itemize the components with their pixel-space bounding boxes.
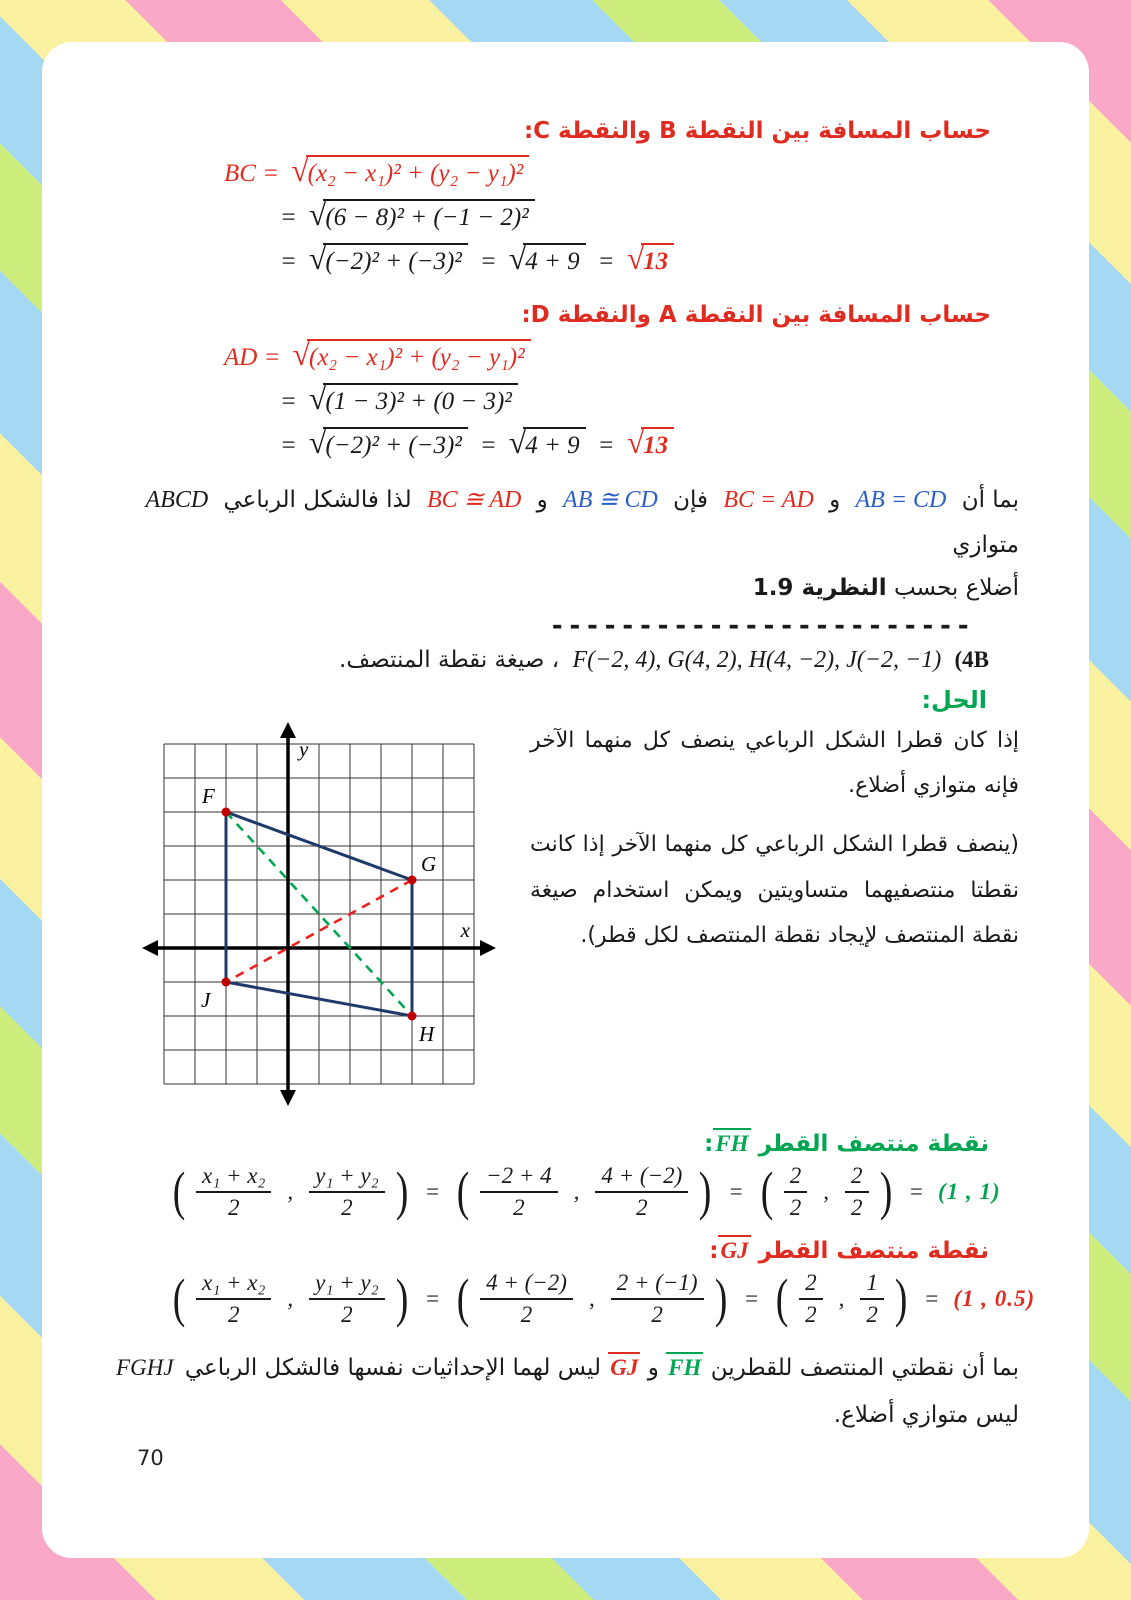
radicand: (1 − 3)² + (0 − 3)² xyxy=(323,383,517,416)
heading-midpoint-gj xyxy=(112,1235,989,1264)
equals-sign: = xyxy=(597,432,615,459)
radical-sign: √ xyxy=(308,240,327,276)
eq-bc-line2 xyxy=(280,198,674,232)
problem-statement xyxy=(112,647,989,674)
comma: , xyxy=(838,1286,845,1312)
final-text: و xyxy=(647,1355,659,1382)
problem-tail: ، صيغة نقطة المنتصف. xyxy=(339,647,560,674)
radicand: (x₂ − x₁)² + (y₂ − y₁)² xyxy=(307,339,531,372)
fraction: $\frac{2}{2}$ xyxy=(845,1163,869,1221)
y-axis-arrow-top xyxy=(280,722,296,738)
eq-bc-lhs: BC = xyxy=(224,160,280,187)
x-axis-label: x xyxy=(460,918,470,943)
figure-explanation xyxy=(526,718,1019,971)
conclusion-text: لذا فالشكل الرباعي xyxy=(223,487,412,513)
fraction: $\frac{\text{y₁ + y₂}}{2}$ xyxy=(309,1270,384,1328)
vertex-point-h xyxy=(408,1012,417,1021)
explanation-paragraph-1: إذا كان قطرا الشكل الرباعي ينصف كل منهما الآخر فإنه متوازي أضلاع. xyxy=(530,728,1019,799)
page-number: 70 xyxy=(137,1446,164,1470)
conclusion-text: و xyxy=(829,487,841,513)
vertex-point-j xyxy=(222,978,231,987)
solution-label: الحل: xyxy=(921,686,987,715)
conclusion-text: فإن xyxy=(673,487,709,513)
right-paren: ) xyxy=(894,1268,908,1329)
y-axis-label: y xyxy=(299,737,309,762)
left-paren: ( xyxy=(172,1268,186,1329)
math-bc-cong-ad: BC ≅ AD xyxy=(426,487,522,513)
right-paren: ) xyxy=(698,1161,712,1222)
fraction: $\frac{4 + (-2)}{2}$ xyxy=(595,1163,688,1221)
equals-sign: = xyxy=(479,248,497,275)
vertex-label-f: F xyxy=(202,784,215,809)
radical-sign: √ xyxy=(508,424,527,460)
left-paren: ( xyxy=(760,1161,774,1222)
radicand: (−2)² + (−3)² xyxy=(323,243,467,276)
radicand: 13 xyxy=(641,243,674,276)
right-paren: ) xyxy=(714,1268,727,1329)
left-paren: ( xyxy=(456,1161,470,1222)
y-axis-arrow-bottom xyxy=(280,1090,296,1106)
comma: , xyxy=(823,1179,830,1205)
equals-sign: = xyxy=(280,248,297,275)
segment-fh-overline: FH xyxy=(713,1128,750,1156)
math-fghj: FGHJ xyxy=(116,1355,174,1381)
radicand: 13 xyxy=(641,427,674,460)
eq-ad-lhs: AD = xyxy=(224,344,281,371)
equals-sign: = xyxy=(280,388,297,415)
equation-block-bc xyxy=(224,154,674,276)
equals-sign: = xyxy=(280,432,297,459)
comma: , xyxy=(573,1179,580,1205)
conclusion-text: متوازي xyxy=(952,531,1019,558)
final-text: ليس لهما الإحداثيات نفسها فالشكل الرباعي xyxy=(184,1355,601,1382)
comma: , xyxy=(588,1286,595,1312)
vertex-label-h: H xyxy=(419,1022,435,1047)
sqrt-result xyxy=(627,242,675,276)
left-paren: ( xyxy=(775,1268,789,1329)
math-ab-eq-cd: AB = CD xyxy=(855,487,947,513)
fraction: $\frac{4 + (-2)}{2}$ xyxy=(480,1270,573,1328)
radical-sign: √ xyxy=(292,336,311,372)
radicand: (6 − 8)² + (−1 − 2)² xyxy=(323,199,534,232)
math-bc-eq-ad: BC = AD xyxy=(723,487,814,513)
radicand: (−2)² + (−3)² xyxy=(323,427,467,460)
final-conclusion xyxy=(112,1344,1019,1439)
fraction: $\frac{\text{x₁ + x₂}}{2}$ xyxy=(196,1270,271,1328)
eq-ad-line2 xyxy=(280,382,674,416)
coordinate-grid-figure xyxy=(138,718,500,1114)
figure-section xyxy=(112,718,1019,1114)
fraction: $\frac{\text{x₁ + x₂}}{2}$ xyxy=(196,1163,271,1221)
theorem-reference: النظرية 1.9 xyxy=(752,575,887,602)
midpoint-result-fh: (1 , 1) xyxy=(938,1179,1001,1205)
segment-gj-overline: GJ xyxy=(608,1352,640,1380)
fraction: $\frac{2}{2}$ xyxy=(799,1270,823,1328)
sqrt-expression xyxy=(309,242,468,276)
radical-sign: √ xyxy=(291,152,309,188)
radical-sign: √ xyxy=(308,196,327,232)
heading-distance-bc: حساب المسافة بين النقطة B والنقطة C: xyxy=(523,118,991,144)
fraction: $\frac{\text{y₁ + y₂}}{2}$ xyxy=(309,1163,384,1221)
fraction: $\frac{-2 + 4}{2}$ xyxy=(480,1163,558,1221)
sqrt-expression xyxy=(309,198,535,232)
eq-ad-line1 xyxy=(224,338,674,372)
fraction: $\frac{1}{2}$ xyxy=(860,1270,884,1328)
explanation-paragraph-2: (ينصف قطرا الشكل الرباعي كل منهما الآخر إذا كانت نقطتا منتصفيهما متساويتين ويمكن استخدام صيغة نقطة المنتصف لإيجاد نقطة المنتصف لكل قطر). xyxy=(530,832,1019,948)
segment-gj-overline: GJ xyxy=(718,1235,750,1263)
sqrt-result xyxy=(627,426,675,460)
midpoint-label: نقطة منتصف القطر xyxy=(758,1131,989,1158)
comma: , xyxy=(287,1179,294,1205)
radicand: (x₂ − x₁)² + (y₂ − y₁)² xyxy=(306,155,530,188)
midpoint-equation-fh xyxy=(170,1163,1001,1221)
problem-points: F(−2, 4), G(4, 2), H(4, −2), J(−2, −1) xyxy=(572,647,942,674)
fraction: $\frac{2 + (-1)}{2}$ xyxy=(611,1270,704,1328)
equals-sign: = xyxy=(424,1179,441,1205)
radical-sign: √ xyxy=(626,424,645,460)
segment-fh-overline: FH xyxy=(666,1352,703,1380)
dashed-divider: ------------------------ xyxy=(549,611,973,642)
right-paren: ) xyxy=(879,1161,892,1222)
conclusion-text: أضلاع بحسب xyxy=(893,575,1019,602)
radicand: 4 + 9 xyxy=(523,427,585,460)
final-text: ليس متوازي أضلاع. xyxy=(833,1402,1019,1429)
midpoint-label: نقطة منتصف القطر xyxy=(758,1238,989,1265)
fraction: $\frac{2}{2}$ xyxy=(784,1163,808,1221)
midpoint-result-gj: (1 , 0.5) xyxy=(953,1286,1036,1312)
radical-sign: √ xyxy=(626,240,645,276)
eq-bc-line1 xyxy=(224,154,674,188)
x-axis-arrow-left xyxy=(142,940,158,956)
equals-sign: = xyxy=(280,204,297,231)
equation-block-ad xyxy=(224,338,674,460)
equals-sign: = xyxy=(728,1179,744,1205)
sqrt-expression xyxy=(291,154,529,188)
vertex-label-j: J xyxy=(201,988,211,1013)
final-text: بما أن نقطتي المنتصف للقطرين xyxy=(710,1355,1019,1382)
eq-ad-line3 xyxy=(280,426,674,460)
equals-sign: = xyxy=(908,1179,925,1205)
radical-sign: √ xyxy=(308,380,327,416)
x-axis-arrow-right xyxy=(480,940,496,956)
sqrt-expression xyxy=(509,242,586,276)
math-ab-cong-cd: AB ≅ CD xyxy=(563,487,658,513)
worksheet-page xyxy=(42,42,1089,1558)
colon: : xyxy=(709,1238,719,1265)
equals-sign: = xyxy=(597,248,615,275)
radical-sign: √ xyxy=(308,424,327,460)
problem-label: (4B xyxy=(954,647,989,673)
sqrt-expression xyxy=(309,426,468,460)
comma: , xyxy=(287,1286,294,1312)
sqrt-expression xyxy=(509,426,586,460)
vertex-label-g: G xyxy=(421,852,437,877)
colon: : xyxy=(704,1131,714,1158)
right-paren: ) xyxy=(395,1161,408,1222)
conclusion-text: بما أن xyxy=(961,487,1019,513)
right-paren: ) xyxy=(395,1268,408,1329)
conclusion-paragraph xyxy=(112,478,1019,567)
midpoint-equation-gj xyxy=(170,1270,1035,1328)
vertex-point-g xyxy=(408,876,417,885)
sqrt-expression xyxy=(309,382,518,416)
equals-sign: = xyxy=(923,1286,940,1312)
math-abcd: ABCD xyxy=(145,487,209,513)
radicand: 4 + 9 xyxy=(523,243,585,276)
left-paren: ( xyxy=(456,1268,470,1329)
eq-bc-line3 xyxy=(280,242,674,276)
sqrt-expression xyxy=(292,338,530,372)
heading-midpoint-fh xyxy=(112,1128,989,1157)
heading-distance-ad: حساب المسافة بين النقطة A والنقطة D: xyxy=(521,302,991,328)
equals-sign: = xyxy=(479,432,497,459)
conclusion-line2 xyxy=(112,575,1019,601)
equals-sign: = xyxy=(424,1286,441,1312)
conclusion-text: و xyxy=(536,487,548,513)
radical-sign: √ xyxy=(508,240,527,276)
equals-sign: = xyxy=(743,1286,760,1312)
left-paren: ( xyxy=(172,1161,186,1222)
vertex-point-f xyxy=(222,808,231,817)
